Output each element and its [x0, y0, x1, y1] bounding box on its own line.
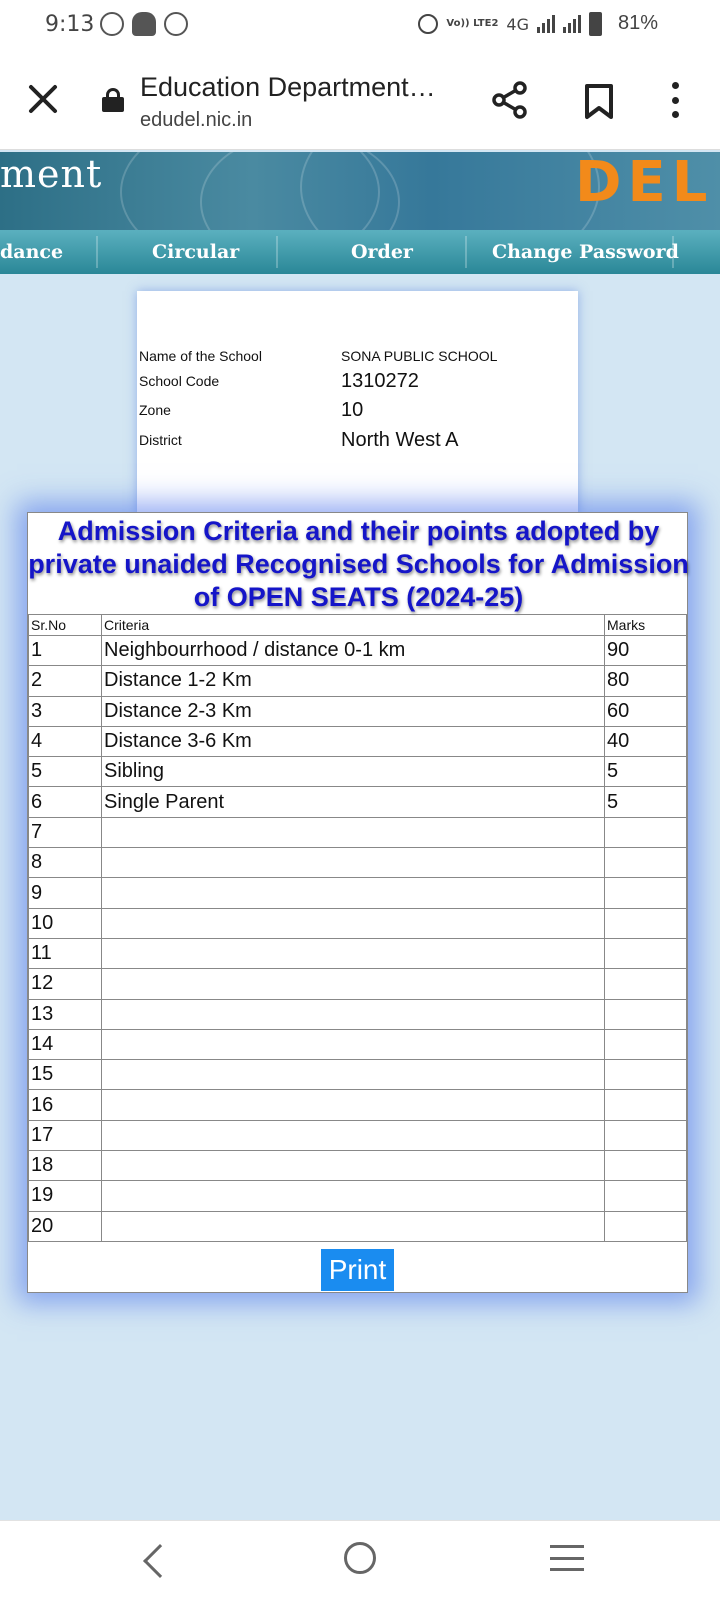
nav-item-circular[interactable]: Circular	[152, 241, 240, 263]
browser-toolbar	[0, 52, 720, 150]
cell-sr-no: 9	[29, 878, 102, 908]
table-row	[29, 666, 687, 696]
cell-sr-no: 14	[29, 1029, 102, 1059]
criteria-title-line-3: of OPEN SEATS (2024-25)	[193, 582, 524, 612]
table-row	[29, 1151, 687, 1181]
cell-marks: 90	[605, 636, 687, 666]
school-code-value: 1310272	[341, 370, 419, 392]
nav-item-order[interactable]: Order	[351, 241, 413, 263]
cell-criteria	[102, 999, 605, 1029]
cell-criteria: Single Parent	[102, 787, 605, 817]
table-row	[29, 757, 687, 787]
status-indicators	[418, 12, 602, 36]
cell-sr-no: 8	[29, 848, 102, 878]
district-value: North West A	[341, 429, 459, 451]
table-row	[29, 1211, 687, 1241]
school-code-label: School Code	[139, 373, 220, 389]
criteria-table	[28, 614, 687, 1242]
cell-criteria	[102, 908, 605, 938]
recents-icon[interactable]	[550, 1545, 584, 1571]
bookmark-icon[interactable]	[584, 84, 614, 120]
status-bar	[0, 0, 720, 52]
battery-percent: 81%	[617, 12, 658, 34]
cell-sr-no: 16	[29, 1090, 102, 1120]
cell-marks: 40	[605, 726, 687, 756]
header-criteria: Criteria	[102, 615, 605, 636]
cell-sr-no: 2	[29, 666, 102, 696]
home-icon[interactable]	[344, 1542, 376, 1574]
site-banner	[0, 152, 720, 230]
header-marks: Marks	[605, 615, 687, 636]
table-row	[29, 1029, 687, 1059]
banner-logo: DEL	[575, 152, 714, 215]
cell-sr-no: 4	[29, 726, 102, 756]
cell-criteria	[102, 1029, 605, 1059]
cell-sr-no: 17	[29, 1120, 102, 1150]
alarm-icon	[418, 14, 438, 34]
cell-sr-no: 7	[29, 817, 102, 847]
zone-value: 10	[341, 399, 364, 421]
cell-criteria	[102, 878, 605, 908]
cell-marks	[605, 1181, 687, 1211]
admission-criteria-panel	[27, 512, 688, 1293]
signal-2-icon	[563, 15, 581, 33]
page-url[interactable]: edudel.nic.in	[140, 109, 253, 131]
cell-marks	[605, 1151, 687, 1181]
cell-sr-no: 19	[29, 1181, 102, 1211]
cell-sr-no: 12	[29, 969, 102, 999]
table-row	[29, 938, 687, 968]
cell-criteria	[102, 1181, 605, 1211]
table-row	[29, 1120, 687, 1150]
cell-marks	[605, 1060, 687, 1090]
table-row	[29, 726, 687, 756]
cell-criteria: Distance 1-2 Km	[102, 666, 605, 696]
battery-icon	[589, 12, 602, 36]
table-row	[29, 1060, 687, 1090]
cell-criteria	[102, 1151, 605, 1181]
school-name-label: Name of the School	[139, 348, 262, 364]
cell-marks	[605, 1029, 687, 1059]
cell-criteria	[102, 969, 605, 999]
share-icon[interactable]	[490, 80, 530, 120]
whatsapp-icon	[100, 12, 124, 36]
cell-marks: 60	[605, 696, 687, 726]
cell-marks: 80	[605, 666, 687, 696]
lock-icon[interactable]	[102, 88, 124, 110]
cell-sr-no: 15	[29, 1060, 102, 1090]
cell-criteria: Distance 2-3 Km	[102, 696, 605, 726]
cell-marks: 5	[605, 787, 687, 817]
district-label: District	[139, 432, 182, 448]
snapchat-icon	[132, 12, 156, 36]
close-icon[interactable]	[26, 82, 60, 116]
network-type: 4G	[506, 14, 529, 34]
cell-marks	[605, 848, 687, 878]
school-info-card	[137, 291, 578, 516]
school-name-value: SONA PUBLIC SCHOOL	[341, 348, 498, 364]
cell-marks	[605, 878, 687, 908]
criteria-header-row	[29, 615, 687, 636]
cell-sr-no: 11	[29, 938, 102, 968]
cell-criteria: Neighbourrhood / distance 0-1 km	[102, 636, 605, 666]
nav-item-change-password[interactable]: Change Password	[492, 241, 679, 263]
cell-marks	[605, 969, 687, 999]
table-row	[29, 1090, 687, 1120]
cell-sr-no: 5	[29, 757, 102, 787]
table-row	[29, 636, 687, 666]
criteria-title	[28, 515, 689, 614]
cell-marks	[605, 908, 687, 938]
signal-icon	[537, 15, 555, 33]
criteria-title-line-1: Admission Criteria and their points adopted by	[57, 516, 660, 546]
nav-item-attendance[interactable]: dance	[0, 241, 64, 263]
cell-sr-no: 10	[29, 908, 102, 938]
table-row	[29, 999, 687, 1029]
criteria-body	[29, 636, 687, 1242]
zone-label: Zone	[139, 402, 171, 418]
more-vert-icon[interactable]	[670, 82, 680, 118]
volte-indicator: Vo)) LTE2	[446, 18, 499, 29]
cell-criteria	[102, 848, 605, 878]
cell-sr-no: 13	[29, 999, 102, 1029]
cell-criteria	[102, 938, 605, 968]
cell-sr-no: 18	[29, 1151, 102, 1181]
cell-marks	[605, 1120, 687, 1150]
page-title[interactable]: Education Department…	[140, 72, 436, 102]
cell-marks	[605, 938, 687, 968]
cell-sr-no: 3	[29, 696, 102, 726]
table-row	[29, 696, 687, 726]
notification-icons	[100, 12, 188, 36]
table-row	[29, 908, 687, 938]
cell-criteria	[102, 817, 605, 847]
pinwheel-icon	[164, 12, 188, 36]
table-row	[29, 878, 687, 908]
cell-marks	[605, 1211, 687, 1241]
cell-sr-no: 1	[29, 636, 102, 666]
banner-heading: ment	[0, 152, 103, 196]
cell-marks	[605, 999, 687, 1029]
site-nav	[0, 230, 720, 274]
cell-criteria	[102, 1211, 605, 1241]
cell-criteria	[102, 1120, 605, 1150]
back-icon[interactable]	[143, 1544, 177, 1578]
system-nav-bar	[0, 1520, 720, 1600]
header-sr-no: Sr.No	[29, 615, 102, 636]
print-button[interactable]: Print	[321, 1249, 394, 1291]
cell-marks	[605, 1090, 687, 1120]
cell-sr-no: 20	[29, 1211, 102, 1241]
table-row	[29, 787, 687, 817]
table-row	[29, 848, 687, 878]
cell-criteria: Sibling	[102, 757, 605, 787]
status-time: 9:13	[45, 12, 95, 37]
cell-marks	[605, 817, 687, 847]
criteria-title-line-2: private unaided Recognised Schools for Admission	[28, 549, 689, 579]
table-row	[29, 817, 687, 847]
table-row	[29, 969, 687, 999]
cell-marks: 5	[605, 757, 687, 787]
cell-criteria	[102, 1060, 605, 1090]
cell-criteria	[102, 1090, 605, 1120]
cell-sr-no: 6	[29, 787, 102, 817]
table-row	[29, 1181, 687, 1211]
cell-criteria: Distance 3-6 Km	[102, 726, 605, 756]
